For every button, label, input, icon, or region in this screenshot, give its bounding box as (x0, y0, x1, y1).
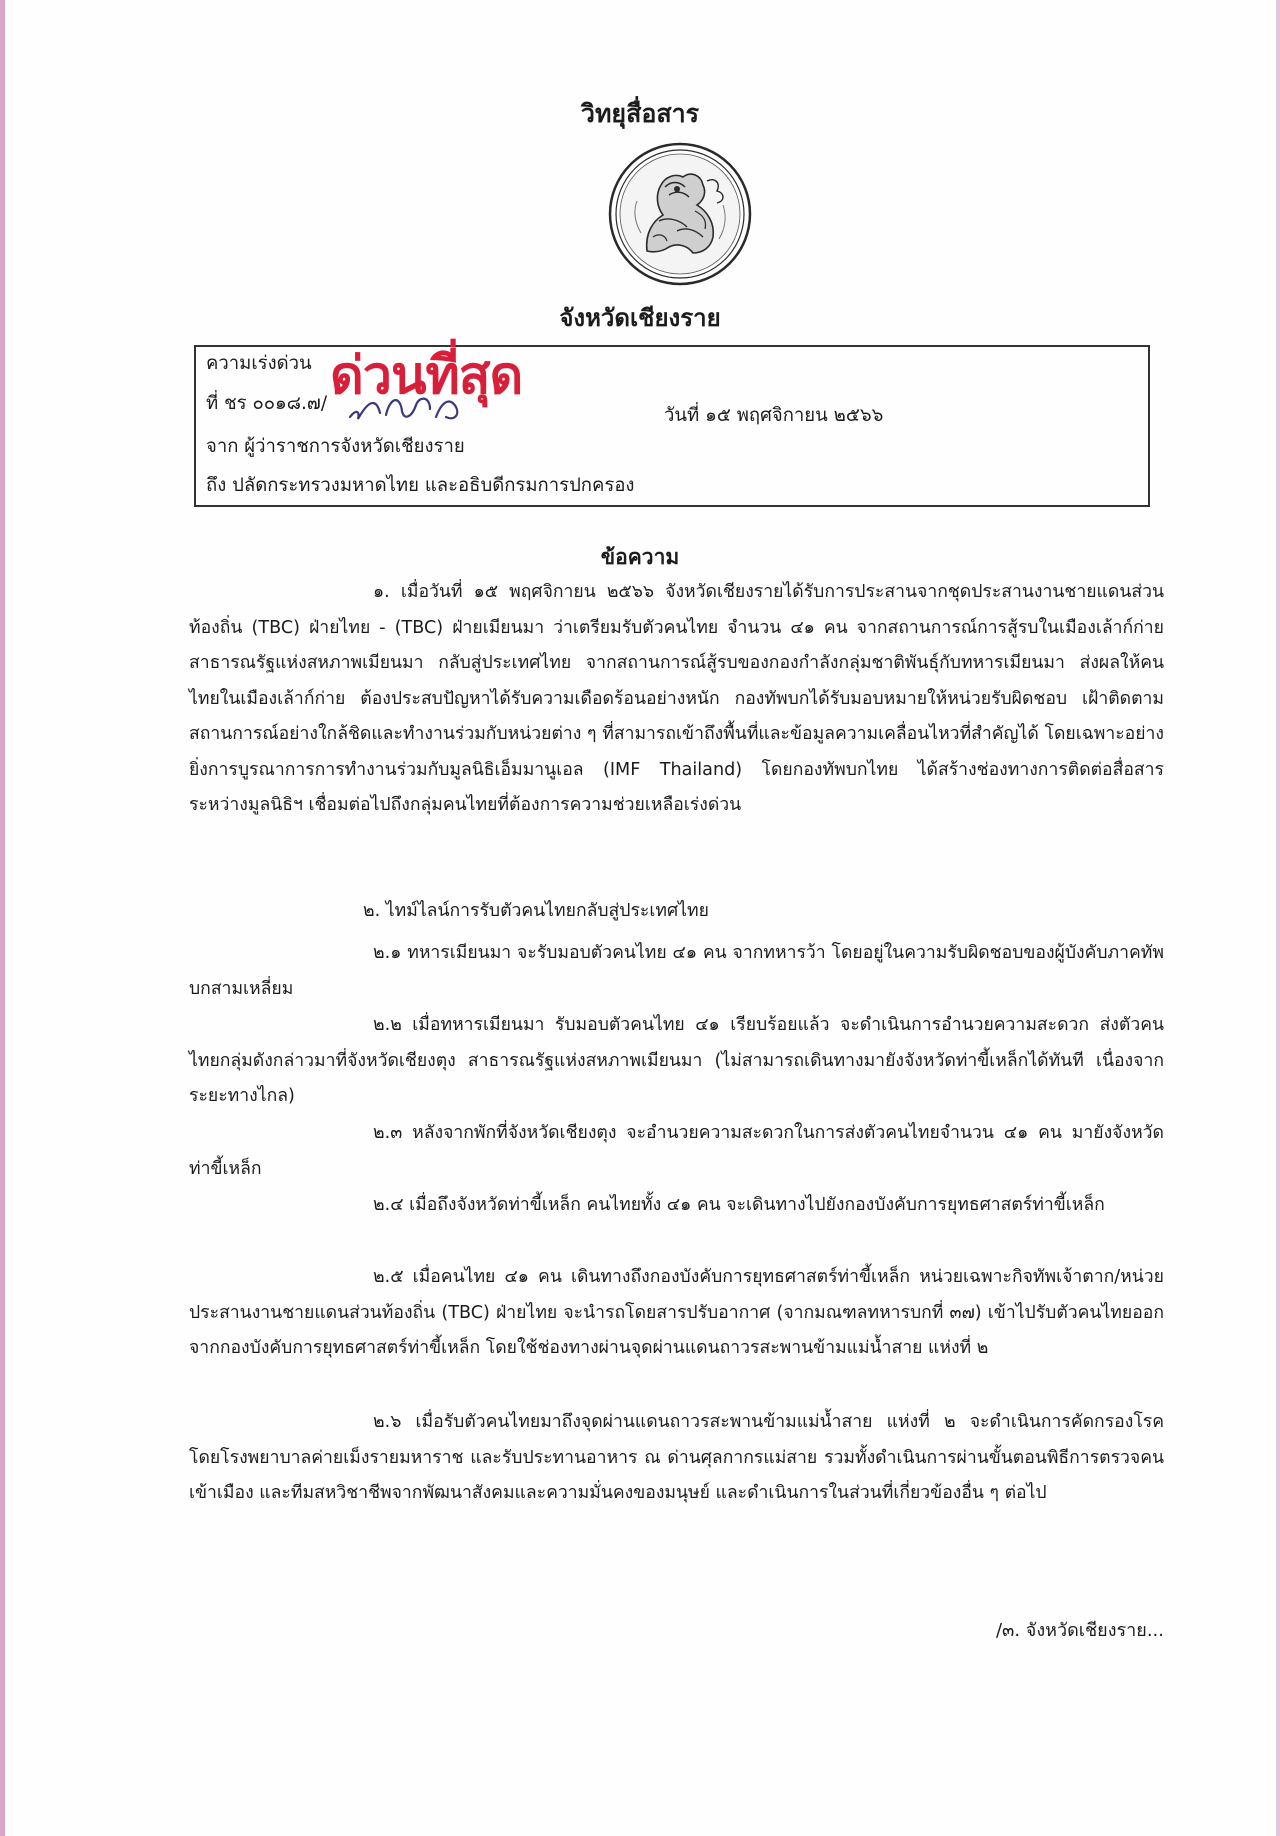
memo-date: วันที่ ๑๕ พฤศจิกายน ๒๕๖๖ (664, 405, 884, 426)
section-2-heading: ๒. ไทม์ไลน์การรับตัวคนไทยกลับสู่ประเทศไทย (363, 901, 709, 921)
continuation-marker: /๓. จังหวัดเชียงราย... (995, 1620, 1164, 1641)
province-name: จังหวัดเชียงราย (559, 304, 721, 332)
paragraph-1: ๑. เมื่อวันที่ ๑๕ พฤศจิกายน ๒๕๖๖ จังหวัดเชียงรายได้รับการประสานจากชุดประสานงานชายแดนส่วนท้องถิ่น (TBC) ฝ่ายไทย - (TBC) ฝ่ายเมียนมา ว่าเตรียมรับตัวคนไทย จำนวน ๔๑ คน จากสถานการณ์การสู้รบในเมืองเล้าก์ก่าย สาธารณรัฐแห่งสหภาพเมียนมา กลับสู่ประเทศไทย จากสถานการณ์สู้รบของกองกำลังกลุ่มชาติพันธุ์กับทหารเมียนมา ส่งผลให้คนไทยในเมืองเล้าก์ก่าย ต้องประสบปัญหาได้รับความเดือดร้อนอย่างหนัก กองทัพบกได้รับมอบหมายให้หน่วยรับผิดชอบ เฝ้าติดตามสถานการณ์อย่างใกล้ชิดและทำงานร่วมกับหน่วยต่าง ๆ ที่สามารถเข้าถึงพื้นที่และข้อมูลความเคลื่อนไหวที่สำคัญได้ โดยเฉพาะอย่างยิ่งการบูรณาการการทำงานร่วมกับมูลนิธิเอ็มมานูเอล (IMF Thailand) โดยกองทัพบกไทย ได้สร้างช่องทางการติดต่อสื่อสารระหว่างมูลนิธิฯ เชื่อมต่อไปถึงกลุ่มคนไทยที่ต้องการความช่วยเหลือเร่งด่วน (189, 582, 1164, 815)
paragraph-2-2: ๒.๒ เมื่อทหารเมียนมา รับมอบตัวคนไทย ๔๑ เรียบร้อยแล้ว จะดำเนินการอำนวยความสะดวก ส่งตัวคนไทยกลุ่มดังกล่าวมาที่จังหวัดเชียงตุง สาธารณรัฐแห่งสหภาพเมียนมา (ไม่สามารถเดินทางมายังจังหวัดท่าขี้เหล็กได้ทันที เนื่องจากระยะทางไกล) (189, 1015, 1164, 1106)
province-seal-icon (607, 141, 753, 287)
paragraph-2-6: ๒.๖ เมื่อรับตัวคนไทยมาถึงจุดผ่านแดนถาวรสะพานข้ามแม่น้ำสาย แห่งที่ ๒ จะดำเนินการคัดกรองโรค โดยโรงพยาบาลค่ายเม็งรายมหาราช และรับประทานอาหาร ณ ด่านศุลกากรแม่สาย รวมทั้งดำเนินการผ่านขั้นตอนพิธีการตรวจคนเข้าเมือง และทีมสหวิชาชีพจากพัฒนาสังคมและความมั่นคงของมนุษย์ และดำเนินการในส่วนที่เกี่ยวข้องอื่น ๆ ต่อไป (189, 1412, 1164, 1503)
document-type-title: วิทยุสื่อสาร (580, 99, 700, 128)
body-title: ข้อความ (600, 545, 680, 569)
urgency-label: ความเร่งด่วน (206, 353, 312, 374)
paragraph-2-4: ๒.๔ เมื่อถึงจังหวัดท่าขี้เหล็ก คนไทยทั้ง ๔๑ คน จะเดินทางไปยังกองบังคับการยุทธศาสตร์ท่าขี้เหล็ก (373, 1195, 1105, 1215)
memo-to: ถึง ปลัดกระทรวงมหาดไทย และอธิบดีกรมการปกครอง (206, 475, 635, 496)
reference-number: ที่ ชร ๐๐๑๘.๗/ (206, 393, 328, 414)
paragraph-2-1: ๒.๑ ทหารเมียนมา จะรับมอบตัวคนไทย ๔๑ คน จากทหารว้า โดยอยู่ในความรับผิดชอบของผู้บังคับภาคทัพบกสามเหลี่ยม (189, 943, 1164, 999)
page-edge-right (1276, 0, 1280, 1836)
memo-from: จาก ผู้ว่าราชการจังหวัดเชียงราย (206, 436, 465, 457)
paragraph-2-3: ๒.๓ หลังจากพักที่จังหวัดเชียงตุง จะอำนวยความสะดวกในการส่งตัวคนไทยจำนวน ๔๑ คน มายังจังหวัดท่าขี้เหล็ก (189, 1123, 1164, 1179)
memo-header-box (194, 345, 1150, 507)
page-edge-left (0, 0, 5, 1836)
urgency-stamp: ด่วนที่สุด (330, 346, 523, 406)
handwritten-number-mark (346, 387, 472, 427)
paragraph-2-5: ๒.๕ เมื่อคนไทย ๔๑ คน เดินทางถึงกองบังคับการยุทธศาสตร์ท่าขี้เหล็ก หน่วยเฉพาะกิจทัพเจ้าตาก/หน่วยประสานงานชายแดนส่วนท้องถิ่น (TBC) ฝ่ายไทย จะนำรถโดยสารปรับอากาศ (จากมณฑลทหารบกที่ ๓๗) เข้าไปรับตัวคนไทยออกจากกองบังคับการยุทธศาสตร์ท่าขี้เหล็ก โดยใช้ช่องทางผ่านจุดผ่านแดนถาวรสะพานข้ามแม่น้ำสาย แห่งที่ ๒ (189, 1267, 1164, 1358)
